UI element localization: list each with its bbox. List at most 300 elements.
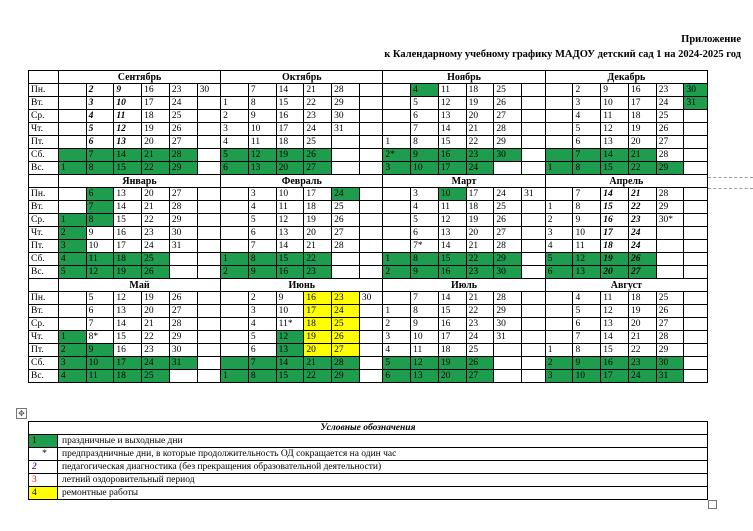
legend-row — [29, 487, 708, 500]
week-row — [29, 305, 708, 318]
day-cell: 12 — [438, 97, 466, 110]
day-cell: 26 — [169, 123, 197, 136]
day-cell: 16 — [628, 84, 656, 97]
month-header-row — [29, 175, 708, 188]
day-cell — [545, 97, 573, 110]
day-cell: 3 — [573, 97, 601, 110]
day-cell: 13 — [114, 136, 142, 149]
day-cell: 29 — [656, 201, 684, 214]
day-cell: 27 — [656, 318, 684, 331]
month-name: Июнь — [221, 279, 383, 292]
day-cell: 19 — [114, 266, 142, 279]
day-cell — [522, 305, 546, 318]
day-cell — [545, 110, 573, 123]
day-cell: 7 — [573, 188, 601, 201]
day-cell — [197, 188, 221, 201]
weekday-label: Ср. — [29, 110, 59, 123]
day-cell: 28 — [332, 357, 360, 370]
day-cell — [383, 188, 411, 201]
day-cell — [332, 253, 360, 266]
day-cell: 19 — [304, 214, 332, 227]
day-cell: 24 — [142, 240, 170, 253]
day-cell — [522, 149, 546, 162]
day-cell — [359, 149, 382, 162]
day-cell: 6 — [86, 305, 114, 318]
day-cell: 15 — [438, 305, 466, 318]
day-cell — [58, 123, 86, 136]
day-cell: 15 — [276, 370, 304, 383]
day-cell: 23 — [466, 149, 494, 162]
day-cell — [522, 110, 546, 123]
month-name: Декабрь — [545, 71, 707, 84]
day-cell: 28 — [494, 123, 522, 136]
week-row — [29, 240, 708, 253]
day-cell: 2 — [86, 84, 114, 97]
day-cell: 28 — [494, 240, 522, 253]
day-cell: 18 — [114, 370, 142, 383]
day-cell — [332, 162, 360, 175]
day-cell: 6 — [86, 188, 114, 201]
legend-title: Условные обозначения — [29, 422, 708, 435]
day-cell: 5 — [86, 123, 114, 136]
day-cell: 1 — [221, 370, 249, 383]
day-cell — [332, 266, 360, 279]
weekday-label: Сб. — [29, 357, 59, 370]
day-cell: 9 — [114, 84, 142, 97]
day-cell: 15 — [114, 162, 142, 175]
day-cell: 18 — [628, 292, 656, 305]
day-cell: 14 — [601, 188, 629, 201]
day-cell: 13 — [438, 227, 466, 240]
day-cell: 6 — [545, 266, 573, 279]
day-cell — [221, 240, 249, 253]
day-cell: 17 — [142, 97, 170, 110]
day-cell: 26 — [656, 123, 684, 136]
day-cell: 3 — [221, 123, 249, 136]
appendix-title: Приложение — [681, 34, 741, 45]
day-cell — [359, 110, 382, 123]
day-cell: 5 — [383, 357, 411, 370]
day-cell: 11* — [276, 318, 304, 331]
day-cell: 12 — [573, 253, 601, 266]
weekday-label: Сб. — [29, 149, 59, 162]
week-row — [29, 84, 708, 97]
day-cell: 17 — [304, 188, 332, 201]
day-cell: 28 — [656, 188, 684, 201]
day-cell: 20 — [142, 305, 170, 318]
day-cell: 17 — [601, 370, 629, 383]
day-cell — [522, 123, 546, 136]
day-cell: 27 — [332, 344, 360, 357]
day-cell: 25 — [332, 318, 360, 331]
day-cell: 30 — [494, 266, 522, 279]
day-cell: 18 — [276, 136, 304, 149]
day-cell: 27 — [169, 305, 197, 318]
day-cell: 25 — [494, 201, 522, 214]
day-cell: 17 — [276, 123, 304, 136]
day-cell: 12 — [276, 331, 304, 344]
day-cell — [383, 123, 411, 136]
day-cell: 13 — [438, 110, 466, 123]
day-cell: 23 — [142, 227, 170, 240]
day-cell: 23 — [628, 214, 656, 227]
day-cell: 22 — [466, 305, 494, 318]
weekday-label: Вт. — [29, 97, 59, 110]
weekday-label: Вт. — [29, 305, 59, 318]
table-resize-handle[interactable] — [708, 500, 717, 509]
day-cell: 4 — [383, 344, 411, 357]
day-cell: 5 — [411, 214, 439, 227]
day-cell: 3 — [58, 357, 86, 370]
day-cell — [58, 136, 86, 149]
day-cell: 4 — [221, 136, 249, 149]
legend-text: ремонтные работы — [58, 487, 708, 500]
day-cell — [359, 357, 382, 370]
day-cell: 7* — [411, 240, 439, 253]
day-cell: 11 — [438, 201, 466, 214]
day-cell: 15 — [601, 344, 629, 357]
day-cell: 26 — [628, 253, 656, 266]
weekday-label: Вс. — [29, 370, 59, 383]
day-cell — [197, 201, 221, 214]
day-cell: 27 — [466, 370, 494, 383]
day-cell — [197, 253, 221, 266]
day-cell: 15 — [601, 201, 629, 214]
day-cell: 14 — [601, 149, 629, 162]
day-cell: 31 — [169, 357, 197, 370]
day-cell — [494, 357, 522, 370]
day-cell: 8 — [248, 253, 276, 266]
day-cell: 9 — [573, 357, 601, 370]
day-cell — [197, 266, 221, 279]
week-row — [29, 188, 708, 201]
day-cell: 24 — [628, 227, 656, 240]
weekday-label: Ср. — [29, 318, 59, 331]
day-cell: 11 — [86, 370, 114, 383]
day-cell: 25 — [142, 370, 170, 383]
day-cell: 22 — [466, 136, 494, 149]
day-cell: 10 — [86, 240, 114, 253]
weekday-label: Сб. — [29, 253, 59, 266]
month-name: Апрель — [545, 175, 707, 188]
day-cell: 10 — [601, 97, 629, 110]
day-cell — [197, 240, 221, 253]
legend-symbol: 1 — [29, 435, 58, 448]
day-cell — [58, 201, 86, 214]
legend-text: летний оздоровительный период — [58, 474, 708, 487]
day-cell — [221, 292, 249, 305]
day-cell — [58, 84, 86, 97]
day-cell: 4 — [248, 318, 276, 331]
day-cell — [522, 253, 546, 266]
day-cell — [684, 292, 708, 305]
day-cell: 28 — [656, 331, 684, 344]
month-name: Сентябрь — [58, 71, 220, 84]
day-cell: 23 — [628, 357, 656, 370]
month-name: Ноябрь — [383, 71, 545, 84]
week-row — [29, 266, 708, 279]
day-cell: 12 — [114, 292, 142, 305]
day-cell — [58, 97, 86, 110]
day-cell — [197, 110, 221, 123]
day-cell: 7 — [411, 123, 439, 136]
day-cell: 17 — [466, 188, 494, 201]
day-cell — [221, 357, 249, 370]
day-cell: 19 — [438, 357, 466, 370]
day-cell — [221, 344, 249, 357]
day-cell — [545, 123, 573, 136]
day-cell: 22 — [142, 331, 170, 344]
corner-cell — [29, 175, 59, 188]
day-cell — [383, 201, 411, 214]
day-cell — [197, 97, 221, 110]
day-cell — [359, 253, 382, 266]
day-cell: 19 — [142, 123, 170, 136]
day-cell: 22 — [466, 253, 494, 266]
day-cell: 13 — [114, 188, 142, 201]
day-cell: 3 — [383, 162, 411, 175]
day-cell: 6 — [383, 370, 411, 383]
page-guide-line — [708, 188, 753, 189]
day-cell: 7 — [573, 331, 601, 344]
day-cell: 15 — [276, 97, 304, 110]
day-cell — [197, 305, 221, 318]
corner-cell — [29, 71, 59, 84]
day-cell: 10 — [248, 123, 276, 136]
day-cell — [545, 292, 573, 305]
day-cell: 4 — [573, 110, 601, 123]
day-cell: 27 — [169, 188, 197, 201]
day-cell — [684, 123, 708, 136]
month-name: Март — [383, 175, 545, 188]
table-move-handle-icon[interactable]: ✥ — [16, 408, 27, 419]
day-cell: 29 — [169, 331, 197, 344]
day-cell: 10 — [276, 305, 304, 318]
day-cell: 1 — [58, 214, 86, 227]
legend-text: праздничные и выходные дни — [58, 435, 708, 448]
day-cell — [197, 136, 221, 149]
day-cell — [545, 84, 573, 97]
weekday-label: Чт. — [29, 227, 59, 240]
day-cell: 16 — [438, 149, 466, 162]
legend-table — [28, 421, 708, 500]
day-cell — [545, 318, 573, 331]
day-cell: 8 — [248, 370, 276, 383]
day-cell: 18 — [466, 201, 494, 214]
day-cell — [684, 331, 708, 344]
day-cell: 13 — [601, 136, 629, 149]
day-cell — [684, 188, 708, 201]
day-cell — [656, 266, 684, 279]
day-cell: 31 — [169, 240, 197, 253]
day-cell: 26 — [304, 149, 332, 162]
day-cell: 3 — [248, 305, 276, 318]
day-cell: 26 — [494, 97, 522, 110]
day-cell: 2 — [221, 110, 249, 123]
day-cell: 2 — [545, 214, 573, 227]
day-cell: 13 — [573, 266, 601, 279]
day-cell: 6 — [411, 227, 439, 240]
day-cell: 23 — [466, 318, 494, 331]
day-cell — [58, 110, 86, 123]
day-cell — [522, 357, 546, 370]
day-cell: 20 — [142, 188, 170, 201]
day-cell: 15 — [114, 214, 142, 227]
day-cell — [383, 84, 411, 97]
day-cell — [359, 331, 382, 344]
day-cell — [522, 201, 546, 214]
day-cell: 1 — [58, 162, 86, 175]
day-cell: 26 — [466, 357, 494, 370]
day-cell: 31 — [522, 188, 546, 201]
day-cell — [522, 318, 546, 331]
day-cell: 29 — [169, 162, 197, 175]
day-cell — [684, 227, 708, 240]
day-cell: 2 — [248, 292, 276, 305]
day-cell: 30 — [656, 357, 684, 370]
day-cell — [684, 240, 708, 253]
day-cell: 22 — [628, 201, 656, 214]
day-cell: 22 — [628, 344, 656, 357]
day-cell: 25 — [656, 110, 684, 123]
day-cell: 11 — [411, 344, 439, 357]
day-cell: 21 — [304, 240, 332, 253]
day-cell: 24 — [494, 188, 522, 201]
day-cell — [684, 344, 708, 357]
day-cell — [169, 253, 197, 266]
day-cell: 25 — [304, 136, 332, 149]
day-cell: 25 — [494, 84, 522, 97]
day-cell: 8 — [573, 344, 601, 357]
day-cell: 4 — [86, 110, 114, 123]
day-cell — [494, 344, 522, 357]
day-cell: 11 — [114, 110, 142, 123]
day-cell: 3 — [545, 227, 573, 240]
day-cell: 29 — [169, 214, 197, 227]
week-row — [29, 97, 708, 110]
day-cell: 26 — [332, 214, 360, 227]
day-cell: 9 — [601, 84, 629, 97]
week-row — [29, 253, 708, 266]
day-cell: 24 — [628, 240, 656, 253]
day-cell — [359, 344, 382, 357]
day-cell: 24 — [628, 370, 656, 383]
day-cell — [359, 266, 382, 279]
day-cell: 12 — [601, 305, 629, 318]
day-cell — [169, 266, 197, 279]
day-cell: 14 — [114, 318, 142, 331]
day-cell: 28 — [494, 292, 522, 305]
day-cell: 19 — [276, 149, 304, 162]
calendar-table — [28, 70, 708, 383]
day-cell: 12 — [86, 266, 114, 279]
day-cell: 3 — [58, 240, 86, 253]
day-cell: 24 — [466, 331, 494, 344]
day-cell: 14 — [438, 240, 466, 253]
day-cell: 17 — [438, 162, 466, 175]
day-cell: 4 — [248, 201, 276, 214]
day-cell: 31 — [684, 97, 708, 110]
day-cell — [221, 188, 249, 201]
week-row — [29, 162, 708, 175]
document-header — [384, 32, 741, 62]
weekday-label: Пн. — [29, 188, 59, 201]
day-cell: 23 — [466, 266, 494, 279]
weekday-label: Вс. — [29, 266, 59, 279]
day-cell: 25 — [169, 110, 197, 123]
day-cell: 29 — [332, 370, 360, 383]
day-cell: 30 — [169, 344, 197, 357]
day-cell: 26 — [656, 305, 684, 318]
day-cell — [197, 162, 221, 175]
day-cell: 25 — [656, 292, 684, 305]
day-cell: 23 — [304, 110, 332, 123]
day-cell — [359, 240, 382, 253]
month-name: Август — [545, 279, 707, 292]
day-cell: 9 — [573, 214, 601, 227]
day-cell: 29 — [656, 344, 684, 357]
week-row — [29, 136, 708, 149]
day-cell: 1 — [383, 136, 411, 149]
day-cell: 15 — [601, 162, 629, 175]
day-cell: 14 — [276, 357, 304, 370]
legend-symbol: * — [29, 448, 58, 461]
day-cell: 11 — [601, 110, 629, 123]
day-cell — [545, 149, 573, 162]
day-cell — [359, 162, 382, 175]
day-cell — [197, 318, 221, 331]
day-cell: 11 — [248, 136, 276, 149]
day-cell — [522, 266, 546, 279]
day-cell: 2 — [545, 357, 573, 370]
day-cell: 5 — [221, 149, 249, 162]
day-cell: 6 — [248, 344, 276, 357]
weekday-label: Вс. — [29, 162, 59, 175]
day-cell: 12 — [248, 149, 276, 162]
week-row — [29, 123, 708, 136]
day-cell: 18 — [628, 110, 656, 123]
day-cell: 16 — [601, 214, 629, 227]
day-cell — [197, 214, 221, 227]
day-cell: 15 — [438, 253, 466, 266]
day-cell: 2* — [383, 149, 411, 162]
legend-row — [29, 435, 708, 448]
day-cell — [197, 344, 221, 357]
day-cell: 7 — [573, 149, 601, 162]
day-cell: 1 — [58, 331, 86, 344]
day-cell — [359, 123, 382, 136]
month-header-row — [29, 71, 708, 84]
day-cell: 9 — [411, 266, 439, 279]
day-cell: 4 — [411, 201, 439, 214]
day-cell: 23 — [169, 84, 197, 97]
day-cell — [197, 227, 221, 240]
day-cell: 4 — [573, 292, 601, 305]
day-cell: 22 — [304, 253, 332, 266]
day-cell: 7 — [86, 318, 114, 331]
weekday-label: Чт. — [29, 123, 59, 136]
day-cell: 30 — [359, 292, 382, 305]
day-cell — [359, 305, 382, 318]
day-cell: 6 — [573, 136, 601, 149]
day-cell: 4 — [545, 240, 573, 253]
month-name: Февраль — [221, 175, 383, 188]
day-cell: 13 — [276, 344, 304, 357]
day-cell: 2 — [573, 84, 601, 97]
day-cell: 21 — [466, 240, 494, 253]
day-cell — [359, 370, 382, 383]
day-cell — [684, 201, 708, 214]
